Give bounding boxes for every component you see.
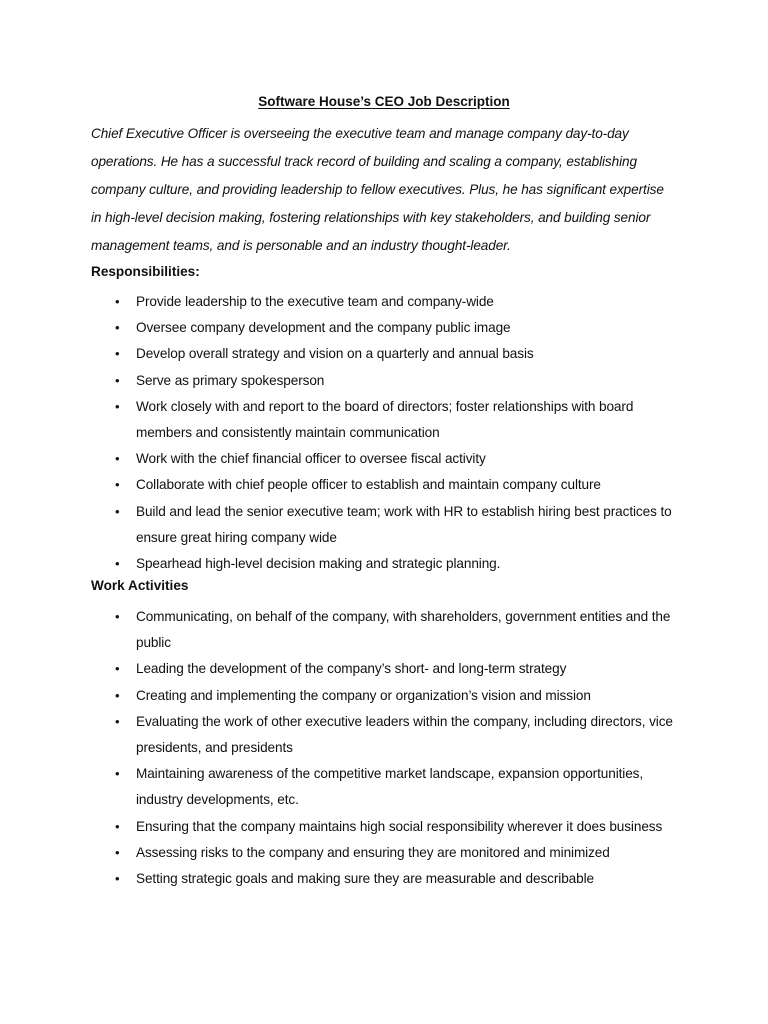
- list-item-text: Spearhead high-level decision making and strategic planning.: [136, 556, 501, 572]
- responsibilities-list: [91, 289, 691, 577]
- list-item: [91, 604, 691, 656]
- list-item: [91, 446, 691, 472]
- list-item-text: Develop overall strategy and vision on a quarterly and annual basis: [136, 346, 534, 362]
- list-item: [91, 499, 691, 551]
- list-item-text: Evaluating the work of other executive leaders within the company, including directors, vice presidents, and presidents: [136, 713, 673, 756]
- list-item: [91, 394, 691, 446]
- list-item-text: Build and lead the senior executive team; work with HR to establish hiring best practices to ensure great hiring company wide: [136, 503, 672, 545]
- list-item: [91, 368, 691, 394]
- bullet-icon: •: [115, 294, 120, 309]
- list-item-text: Work with the chief financial officer to oversee fiscal activity: [136, 451, 486, 467]
- bullet-icon: •: [115, 713, 120, 729]
- list-item: [91, 289, 691, 315]
- bullet-icon: •: [115, 372, 120, 388]
- list-item-text: Ensuring that the company maintains high social responsibility wherever it does business: [136, 818, 663, 834]
- list-item: [91, 814, 691, 840]
- list-item-text: Communicating, on behalf of the company, with shareholders, government entities and the public: [136, 609, 671, 651]
- bullet-icon: •: [115, 661, 120, 677]
- list-item-text: Collaborate with chief people officer to establish and maintain company culture: [136, 477, 601, 493]
- bullet-icon: •: [115, 398, 120, 414]
- bullet-icon: •: [115, 503, 120, 519]
- list-item-text: Assessing risks to the company and ensuring they are monitored and minimized: [136, 844, 610, 860]
- list-item-text: Provide leadership to the executive team and company-wide: [136, 294, 494, 309]
- list-item-text: Maintaining awareness of the competitive market landscape, expansion opportunities, industry developments, etc.: [136, 766, 644, 808]
- bullet-icon: •: [115, 687, 120, 703]
- bullet-icon: •: [115, 477, 120, 493]
- list-item: [91, 551, 691, 577]
- bullet-icon: •: [115, 818, 120, 834]
- list-item-text: Creating and implementing the company or organization’s vision and mission: [136, 687, 591, 703]
- list-item-text: Oversee company development and the company public image: [136, 320, 511, 336]
- list-item-text: Leading the development of the company’s short- and long-term strategy: [136, 661, 567, 677]
- list-item: [91, 866, 691, 892]
- work-activities-heading: Work Activities: [91, 578, 189, 593]
- bullet-icon: •: [115, 556, 120, 572]
- work-activities-list: [91, 604, 691, 892]
- intro-paragraph: Chief Executive Officer is overseeing the executive team and manage company day-to-day operations. He has a successful track record of building and scaling a company, establishing company culture, and providing leadership to fellow executives. Plus, he has significant expertise in high-level decision making, fostering relationships with key stakeholders, and building senior management teams, and is personable and an industry thought-leader.: [91, 126, 664, 253]
- list-item: [91, 683, 691, 709]
- bullet-icon: •: [115, 609, 120, 624]
- list-item-text: Serve as primary spokesperson: [136, 372, 325, 388]
- list-item: [91, 709, 691, 761]
- list-item: [91, 656, 691, 682]
- list-item-text: Setting strategic goals and making sure they are measurable and describable: [136, 871, 594, 887]
- list-item: [91, 840, 691, 866]
- list-item-text: Work closely with and report to the board of directors; foster relationships with board members and consistently maintain communication: [136, 398, 634, 441]
- list-item: [91, 315, 691, 341]
- list-item: [91, 472, 691, 498]
- bullet-icon: •: [115, 871, 120, 887]
- responsibilities-heading: Responsibilities:: [91, 264, 200, 279]
- bullet-icon: •: [115, 346, 120, 362]
- bullet-icon: •: [115, 844, 120, 860]
- document-title: Software House’s CEO Job Description: [258, 94, 510, 109]
- bullet-icon: •: [115, 451, 120, 467]
- bullet-icon: •: [115, 320, 120, 336]
- list-item: [91, 341, 691, 367]
- list-item: [91, 761, 691, 813]
- bullet-icon: •: [115, 766, 120, 782]
